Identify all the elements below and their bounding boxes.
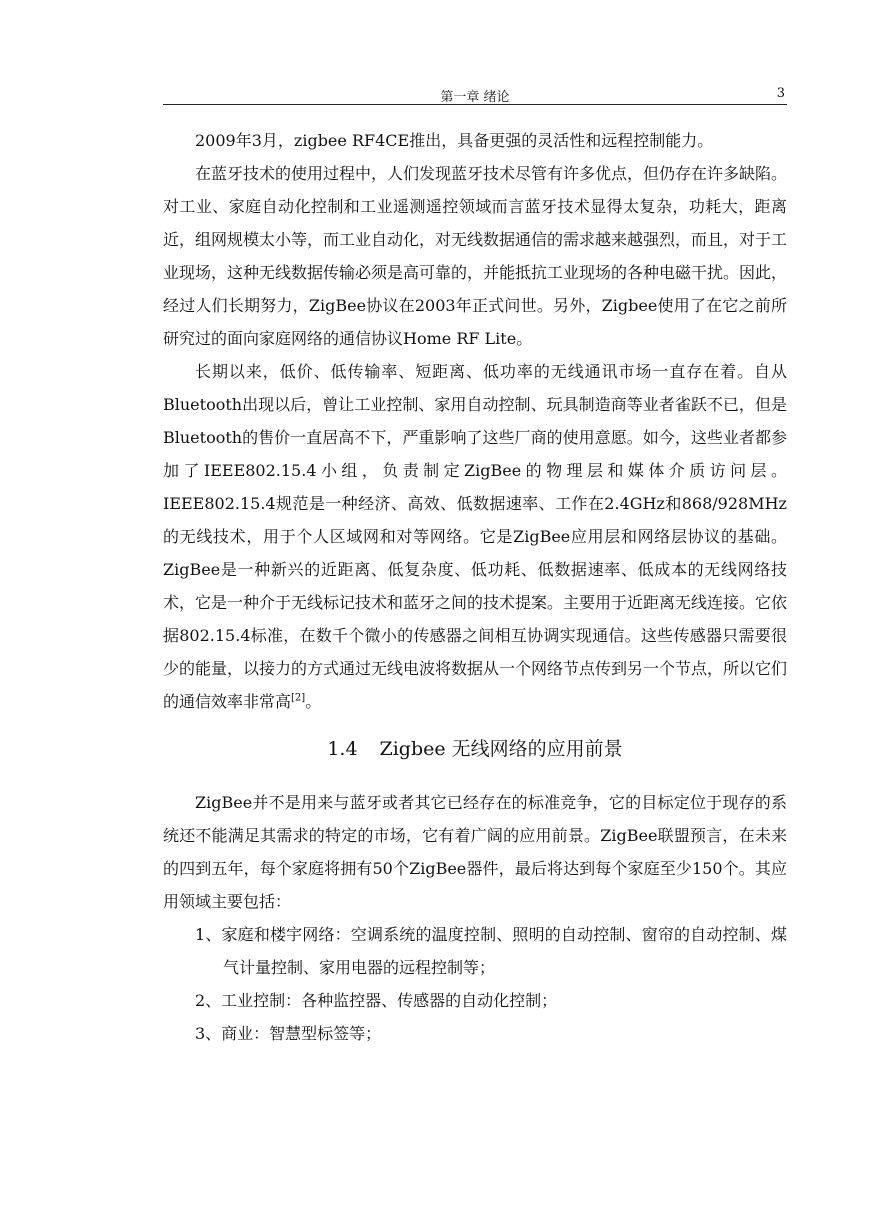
paragraph [163, 355, 787, 718]
list-item: 1、家庭和楼宇网络：空调系统的温度控制、照明的自动控制、窗帘的自动控制、煤气计量控制、家用电器的远程控制等； [195, 925, 787, 977]
paragraph: 在蓝牙技术的使用过程中，人们发现蓝牙技术尽管有许多优点，但仍存在许多缺陷。对工业、家庭自动化控制和工业遥测遥控领域而言蓝牙技术显得太复杂，功耗大，距离近，组网规模太小等，而工业自动化，对无线数据通信的需求越来越强烈，而且，对于工业现场，这种无线数据传输必须是高可靠的，并能抵抗工业现场的各种电磁干扰。因此，经过人们长期努力，ZigBee协议在2003年正式问世。另外，Zigbee使用了在它之前所研究过的面向家庭网络的通信协议Home RF Lite。 [163, 164, 788, 348]
list-item: 3、商业：智慧型标签等； [195, 1024, 382, 1043]
page-header [163, 86, 787, 105]
section-title: Zigbee 无线网络的应用前景 [379, 738, 623, 760]
list-item: 2、工业控制：各种监控器、传感器的自动化控制； [195, 991, 558, 1010]
chapter-title: 第一章 绪论 [440, 90, 510, 105]
paragraph: ZigBee并不是用来与蓝牙或者其它已经存在的标准竞争，它的目标定位于现存的系统还不能满足其需求的特定的市场，它有着广阔的应用前景。ZigBee联盟预言，在未来的四到五年，每个家庭将拥有50个ZigBee器件，最后将达到每个家庭至少150个。其应用领域主要包括： [163, 793, 787, 911]
application-list [163, 918, 787, 1050]
citation: [2] [291, 692, 306, 704]
section-heading [163, 734, 787, 764]
paragraph-end: 。 [305, 692, 322, 711]
page-body [163, 124, 787, 1050]
paragraph: 2009年3月，zigbee RF4CE推出，具备更强的灵活性和远程控制能力。 [195, 131, 714, 150]
section-number: 1.4 [327, 738, 358, 760]
paragraph-text: 长期以来，低价、低传输率、短距离、低功率的无线通讯市场一直存在着。自从Bluetooth出现以后，曾让工业控制、家用自动控制、玩具制造商等业者雀跃不已，但是Bluetooth的售价一直居高不下，严重影响了这些厂商的使用意愿。如今，这些业者都参加了IEEE802.15.4小组，负责制定ZigBee的物理层和媒体介质访问层。IEEE802.15.4规范是一种经济、高效、低数据速率、工作在2.4GHz和868/928MHz的无线技术，用于个人区域网和对等网络。它是ZigBee应用层和网络层协议的基础。ZigBee是一种新兴的近距离、低复杂度、低功耗、低数据速率、低成本的无线网络技术，它是一种介于无线标记技术和蓝牙之间的技术提案。主要用于近距离无线连接。它依据802.15.4标准，在数千个微小的传感器之间相互协调实现通信。这些传感器只需要很少的能量，以接力的方式通过无线电波将数据从一个网络节点传到另一个节点，所以它们的通信效率非常高 [163, 362, 788, 711]
page-number: 3 [776, 86, 785, 101]
